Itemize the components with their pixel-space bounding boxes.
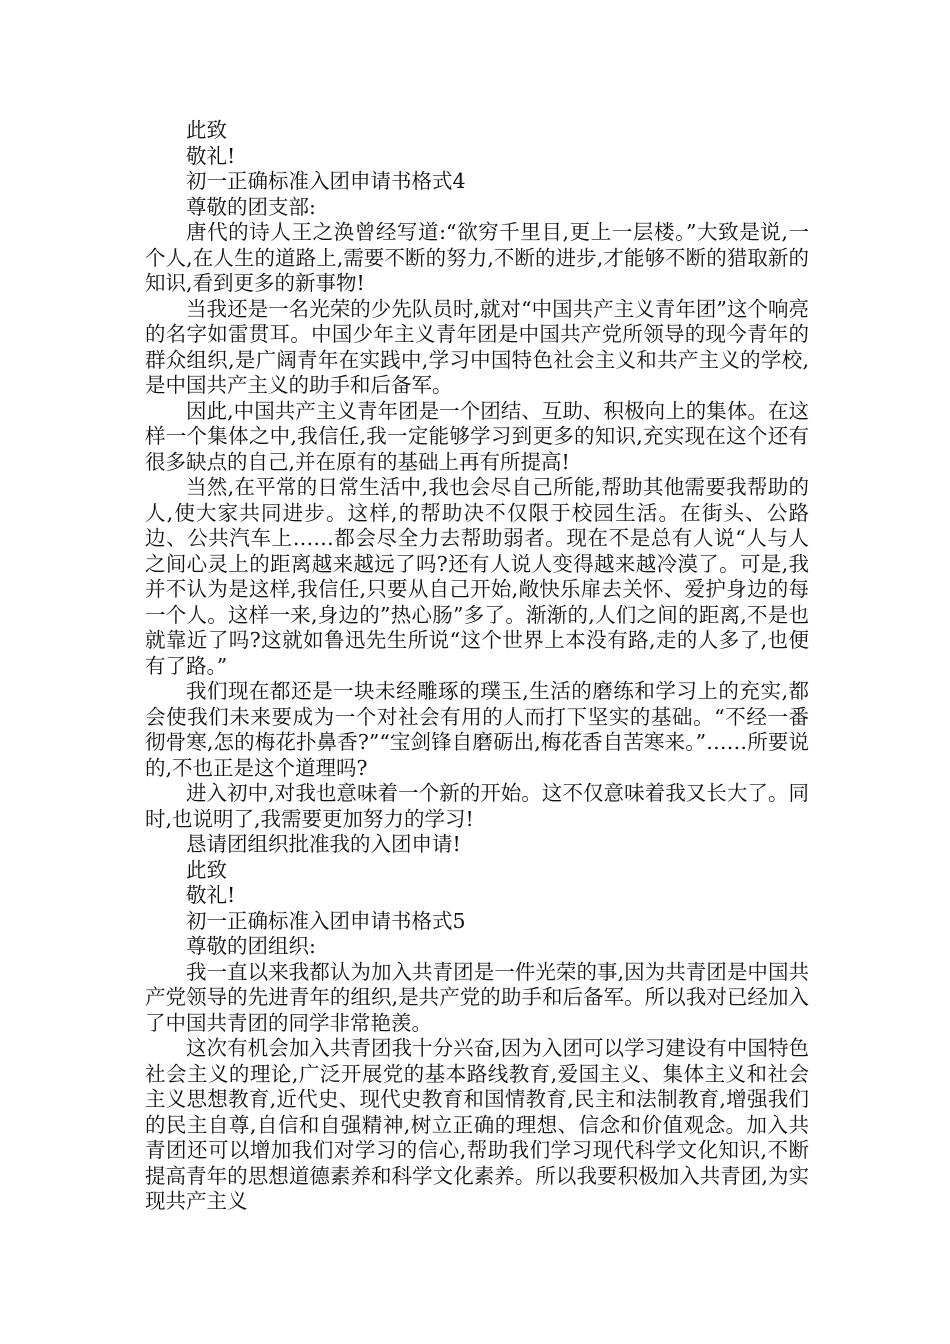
- greeting-line: 尊敬的团组织:: [186, 934, 316, 958]
- paragraph: 我们现在都还是一块未经雕琢的璞玉,生活的磨练和学习上的充实,都会使我们未来要成为一个对社会有用的人而打下坚实的基础。“不经一番彻骨寒,怎的梅花扑鼻香?”“宝剑锋自磨砺出,梅花香自苦寒来。”……所要说的,不也正是这个道理吗?: [145, 679, 809, 780]
- request-line: 恳请团组织批准我的入团申请!: [186, 832, 461, 856]
- closing-line: 此致: [186, 118, 227, 142]
- closing-line: 此致: [186, 857, 227, 882]
- paragraph: 唐代的诗人王之涣曾经写道:“欲穷千里目,更上一层楼。”大致是说,一个人,在人生的道路上,需要不断的努力,不断的进步,才能够不断的猎取新的知识,看到更多的新事物!: [145, 220, 809, 295]
- section-heading: 初一正确标准入团申请书格式4: [186, 169, 466, 193]
- paragraph: 当然,在平常的日常生活中,我也会尽自己所能,帮助其他需要我帮助的人,使大家共同进步。这样,的帮助决不仅限于校园生活。在街头、公路边、公共汽车上……都会尽全力去帮助弱者。现在不是总有人说“人与人之间心灵上的距离越来越远了吗?还有人说人变得越来越冷漠了。可是,我并不认为是这样,我信任,只要从自己开始,敞快乐扉去关怀、爱护身边的每一个人。这样一来,身边的”热心肠”多了。渐渐的,人们之间的距离,不是也就靠近了吗?这就如鲁迅先生所说“这个世界上本没有路,走的人多了,也便有了路。”: [145, 475, 809, 678]
- salutation-line: 敬礼!: [186, 143, 236, 168]
- paragraph: 进入初中,对我也意味着一个新的开始。这不仅意味着我又长大了。同时,也说明了,我需要更加努力的学习!: [145, 781, 809, 831]
- salutation-line: 敬礼!: [186, 883, 236, 907]
- paragraph: 因此,中国共产主义青年团是一个团结、互助、积极向上的集体。在这样一个集体之中,我信任,我一定能够学习到更多的知识,充实现在这个还有很多缺点的自己,并在原有的基础上再有所提高!: [145, 398, 809, 474]
- paragraph: 当我还是一名光荣的少先队员时,就对“中国共产主义青年团”这个响亮的名字如雷贯耳。中国少年主义青年团是中国共产党所领导的现今青年的群众组织,是广阔青年在实践中,学习中国特色社会主义和共产主义的学校,是中国共产主义的助手和后备军。: [145, 296, 809, 397]
- greeting-line: 尊敬的团支部:: [186, 194, 316, 219]
- section-heading: 初一正确标准入团申请书格式5: [186, 908, 466, 933]
- document-body: [145, 118, 809, 1215]
- paragraph: 这次有机会加入共青团我十分兴奋,因为入团可以学习建设有中国特色社会主义的理论,广泛开展党的基本路线教育,爱国主义、集体主义和社会主义思想教育,近代史、现代史教育和国情教育,民主和法制教育,增强我们的民主自尊,自信和自强精神,树立正确的理想、信念和价值观念。加入共青团还可以增加我们对学习的信心,帮助我们学习现代科学文化知识,不断提高青年的思想道德素养和科学文化素养。所以我要积极加入共青团,为实现共产主义: [145, 1036, 809, 1213]
- paragraph: 我一直以来我都认为加入共青团是一件光荣的事,因为共青团是中国共产党领导的先进青年的组织,是共产党的助手和后备军。所以我对已经加入了中国共青团的同学非常艳羡。: [145, 959, 809, 1035]
